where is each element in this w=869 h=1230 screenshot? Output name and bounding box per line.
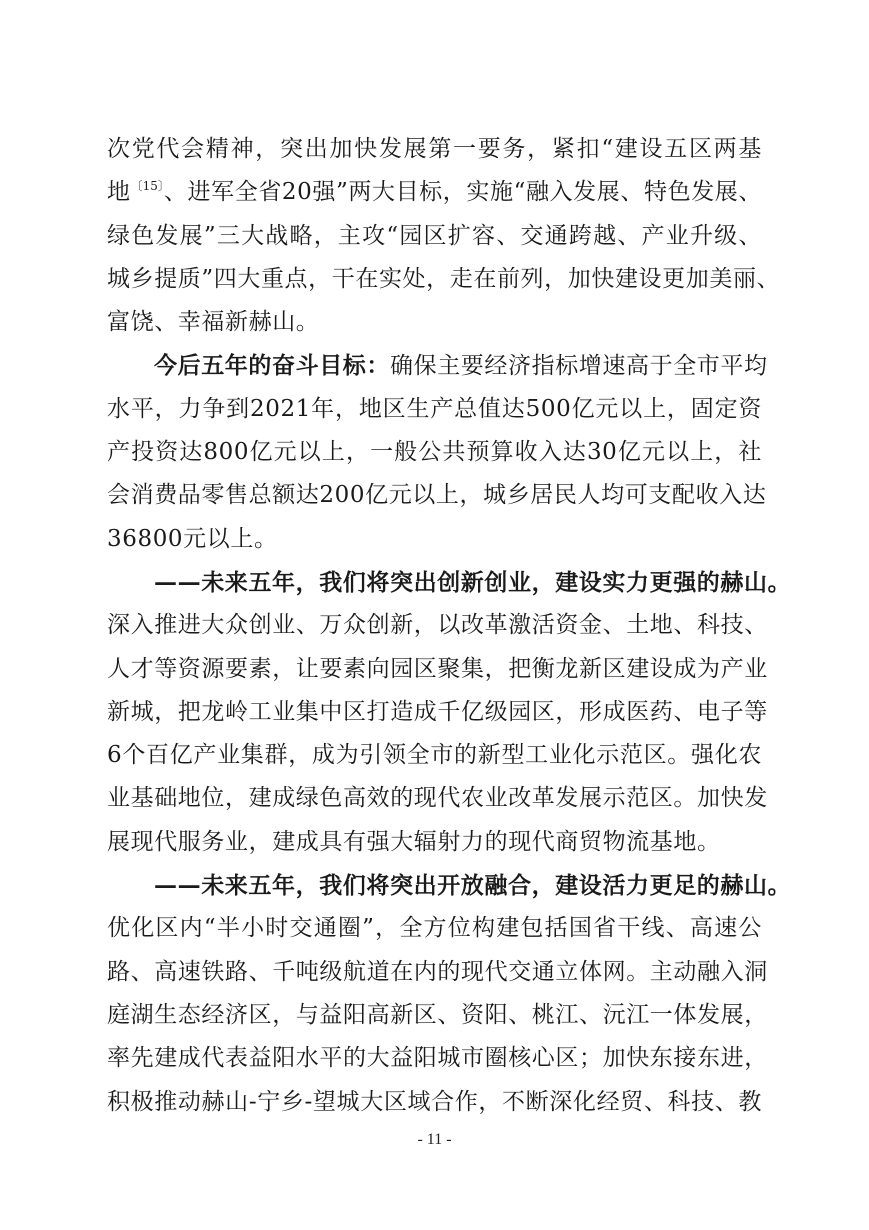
paragraph-lead-heading: 今后五年的奋斗目标：: [154, 352, 390, 380]
text-line: 业基础地位，建成绿色高效的现代农业改革发展示范区。加快发: [107, 785, 768, 812]
text-line: 展现代服务业，建成具有强大辐射力的现代商贸物流基地。: [107, 828, 721, 855]
text-line: [107, 344, 768, 387]
text-line: 36800元以上。: [107, 525, 278, 552]
text-line: 城乡提质”四大重点，干在实处，走在前列，加快建设更加美丽、: [107, 265, 781, 292]
paragraph-2: [107, 344, 768, 560]
text-fragment: 地: [107, 179, 131, 206]
paragraph-1: [107, 128, 781, 344]
text-line: 率先建成代表益阳水平的大益阳城市圈核心区；加快东接东进，: [107, 1045, 768, 1072]
footnote-reference[interactable]: 〔15〕: [130, 179, 164, 194]
text-fragment: 、进军全省20强”两大目标，实施“融入发展、特色发展、: [163, 179, 762, 206]
text-fragment: 确保主要经济指标增速高于全市平均: [390, 353, 768, 380]
text-line: 产投资达800亿元以上，一般公共预算收入达30亿元以上，社: [107, 439, 762, 466]
paragraph-4: [107, 864, 792, 1124]
text-line: 优化区内“半小时交通圈”，全方位构建包括国省干线、高速公: [107, 915, 762, 942]
text-line: 水平，力争到2021年，地区生产总值达500亿元以上，固定资: [107, 395, 762, 422]
page-number: - 11 -: [417, 1131, 452, 1148]
document-body: [107, 128, 792, 1124]
text-line: 富饶、幸福新赫山。: [107, 309, 320, 336]
text-line: 深入推进大众创业、万众创新，以改革激活资金、土地、科技、: [107, 612, 768, 639]
text-line: [107, 171, 762, 214]
text-line: 会消费品零售总额达200亿元以上，城乡居民人均可支配收入达: [107, 482, 767, 509]
text-line: 人才等资源要素，让要素向园区聚集，把衡龙新区建设成为产业: [107, 655, 768, 682]
text-line: 绿色发展”三大战略，主攻“园区扩容、交通跨越、产业升级、: [107, 222, 762, 249]
text-line: 新城，把龙岭工业集中区打造成千亿级园区，形成医药、电子等: [107, 698, 768, 725]
text-line: 次党代会精神，突出加快发展第一要务，紧扣“建设五区两基: [107, 136, 762, 162]
section-heading: ——未来五年，我们将突出开放融合，建设活力更足的赫山。: [154, 872, 792, 900]
text-line: 庭湖生态经济区，与益阳高新区、资阳、桃江、沅江一体发展，: [107, 1001, 768, 1028]
section-heading: ——未来五年，我们将突出创新创业，建设实力更强的赫山。: [154, 568, 792, 596]
text-line: 6个百亿产业集群，成为引领全市的新型工业化示范区。强化农: [107, 742, 762, 769]
paragraph-3: [107, 561, 792, 864]
text-line: 积极推动赫山-宁乡-望城大区域合作，不断深化经贸、科技、教: [107, 1088, 762, 1115]
text-line: 路、高速铁路、千吨级航道在内的现代交通立体网。主动融入洞: [107, 958, 768, 985]
